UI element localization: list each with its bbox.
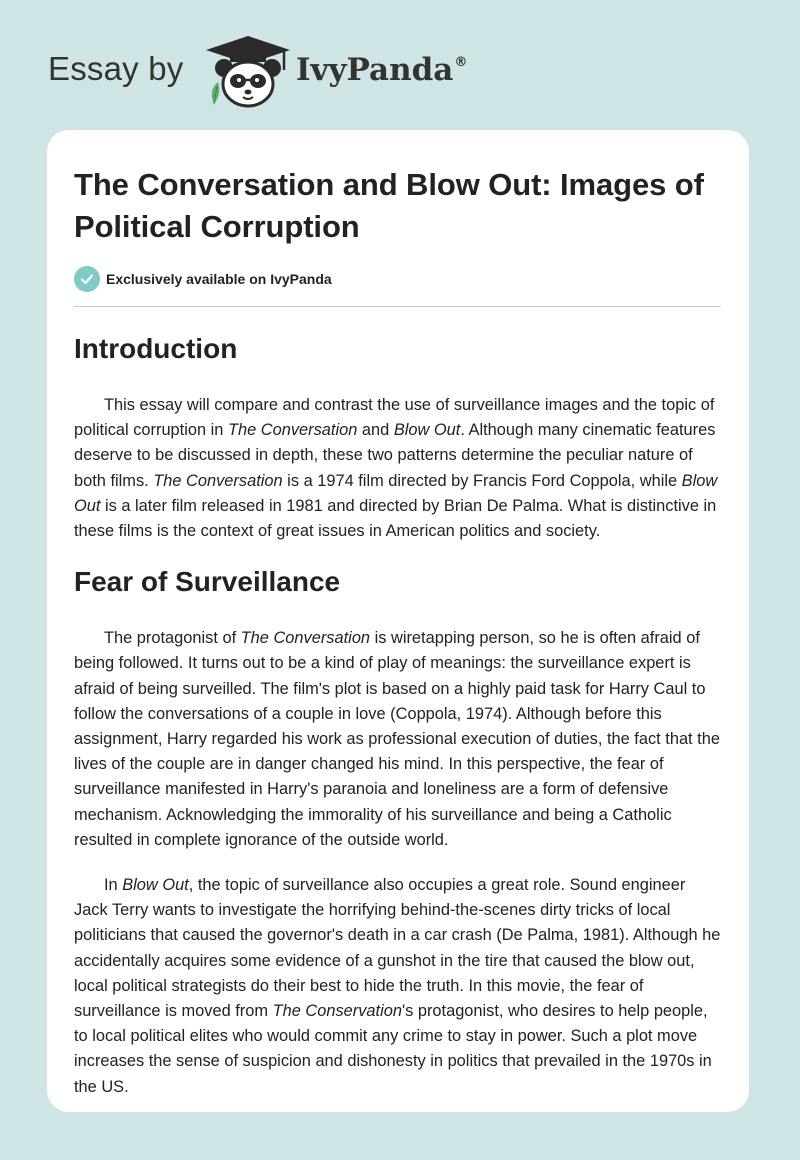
section-heading-introduction: Introduction	[74, 333, 238, 364]
essay-by-label: Essay by	[48, 50, 184, 87]
surveillance-paragraph-2: In Blow Out, the topic of surveillance also occupies a great role. Sound engineer Jack Terry wants to investigate the horrifying behind-the-scenes dirty tricks of local politicians that caused the governor's death in a car crash (De Palma, 1981). Although he accidentally acquires some evidence of a gunshot in the tire that caused the blow out, local political strategists do their best to hide the truth. In this movie, the fear of surveillance is moved from The Conservation's protagonist, who desires to help people, to local political elites who would commit any crime to stay in power. Such a plot move increases the sense of suspicion and dishonesty in politics that prevailed in the 1970s in the US.	[74, 876, 721, 1096]
section-heading-fear-of-surveillance: Fear of Surveillance	[74, 566, 341, 598]
intro-paragraph: This essay will compare and contrast the use of surveillance images and the topic of political corruption in The Conversation and Blow Out. Although many cinematic features deserve to be discussed in depth, these two patterns determine the peculiar nature of both films. The Conversation is a 1974 film directed by Francis Ford Coppola, while Blow Out is a later film released in 1981 and directed by Brian De Palma. What is distinctive in these films is the context of great issues in American politics and society.	[74, 396, 718, 541]
site-header	[0, 0, 800, 130]
film-title: The Conversation	[227, 421, 358, 440]
title-divider	[74, 306, 721, 307]
exclusive-badge	[74, 264, 721, 294]
film-title: Blow Out	[393, 421, 461, 440]
checkmark-icon	[74, 266, 100, 292]
ivypanda-logo-text[interactable]: IvyPanda®	[296, 52, 468, 88]
exclusive-badge-label: Exclusively available on IvyPanda	[106, 271, 332, 287]
panda-graduate-icon[interactable]	[200, 34, 296, 110]
surveillance-paragraph-1: The protagonist of The Conversation is wiretapping person, so he is often afraid of being followed. It turns out to be a kind of play of meanings: the surveillance expert is afraid of being surveilled. The film's plot is based on a highly paid task for Harry Caul to follow the conversations of a couple in love (Coppola, 1974). Although before this assignment, Harry regarded his work as professional execution of duties, the fact that the lives of the couple are in danger changed his mind. In this perspective, the fear of surveillance manifested in Harry's paranoia and loneliness are a form of defensive mechanism. Acknowledging the immorality of his surveillance and being a Catholic resulted in complete ignorance of the outside world.	[74, 629, 720, 849]
film-title: Blow Out	[74, 471, 718, 515]
film-title: The Conversation	[153, 471, 283, 490]
essay-title: The Conversation and Blow Out: Images of Political Corruption	[74, 167, 704, 244]
film-title: Blow Out	[122, 876, 189, 895]
film-title: The Conservation	[272, 1002, 402, 1021]
film-title: The Conversation	[240, 629, 371, 648]
essay-card	[47, 130, 749, 1112]
